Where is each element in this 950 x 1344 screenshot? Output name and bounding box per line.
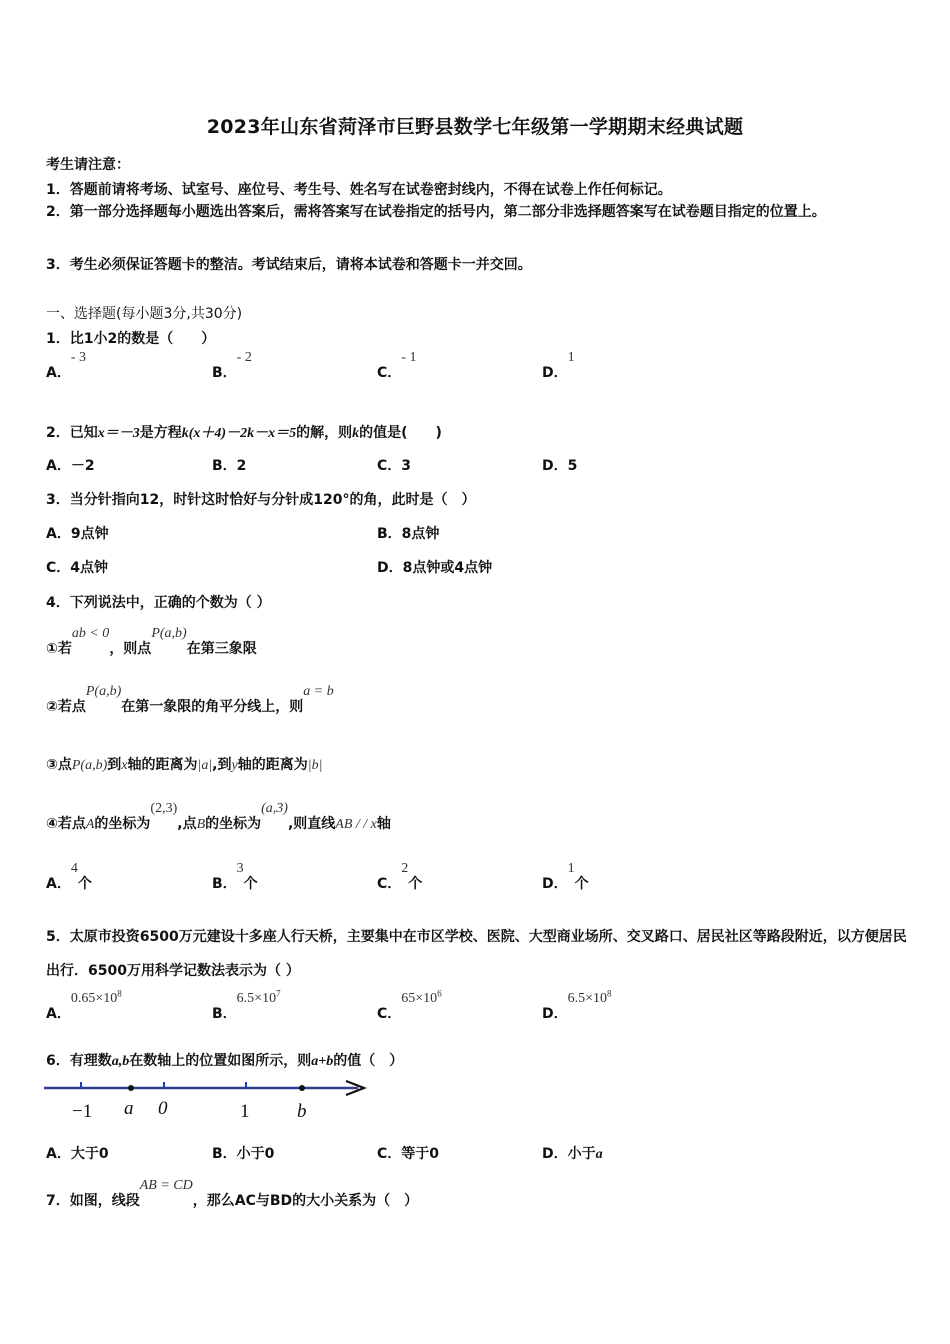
q6-option-d-var: a <box>595 1147 603 1162</box>
q5-label-b: B． <box>212 1006 237 1022</box>
q1-stem: 1．比1小2的数是（ ） <box>46 331 216 347</box>
q4-unit-a: 个 <box>77 876 92 892</box>
q2-option-b: B．2 <box>212 458 247 474</box>
q5-label-a: A． <box>46 1006 71 1022</box>
q2-option-c: C．3 <box>377 458 412 474</box>
q1-option-d <box>542 350 575 382</box>
q4-s4-math-3: B <box>196 817 206 832</box>
q4-num-c: 2 <box>401 861 409 876</box>
q4-s3-math-3: |a| <box>197 758 213 773</box>
notice-item-1: 1．答题前请将考场、试室号、座位号、考生号、姓名写在试卷密封线内，不得在试卷上作任何标记。 <box>46 182 672 198</box>
q4-statement-1 <box>46 626 257 658</box>
q4-s3-text-c: 轴的距离为 <box>127 757 198 773</box>
q4-s2-text-a: ②若点 <box>46 699 86 715</box>
q4-unit-d: 个 <box>574 876 589 892</box>
q1-label-c: C． <box>377 365 402 381</box>
q2-stem-b: 是方程 <box>139 425 182 441</box>
q5-base-d: 6.5×10 <box>567 991 608 1006</box>
q2-stem-c: 的解，则 <box>296 425 353 441</box>
axis-label-b: b <box>297 1101 307 1122</box>
q4-option-b <box>212 861 258 893</box>
q4-label-a: A． <box>46 876 71 892</box>
q4-statement-2 <box>46 684 334 716</box>
q2-option-d: D．5 <box>542 458 578 474</box>
q4-s4-text-a: ④若点 <box>46 816 86 832</box>
q4-s1-math-2: P(a,b) <box>151 626 187 641</box>
q4-s1-math-1: ab < 0 <box>71 626 110 641</box>
q4-s4-text-b: 的坐标为 <box>94 816 151 832</box>
q4-s1-text-b: ，则点 <box>109 641 152 657</box>
q4-s4-text-f: 轴 <box>376 816 391 832</box>
q6-ab: a,b <box>111 1054 130 1069</box>
q4-num-b: 3 <box>236 861 244 876</box>
point-b <box>299 1085 305 1091</box>
axis-label-neg1: −1 <box>72 1101 93 1122</box>
q7-stem-a: 7．如图，线段 <box>46 1193 140 1209</box>
q4-s4-math-4: (a,3) <box>261 801 288 816</box>
q6-option-d <box>542 1143 603 1163</box>
q2-option-a: A．－2 <box>46 458 95 474</box>
q5-base-c: 65×10 <box>401 991 438 1006</box>
q2-eq1: x＝－3 <box>97 426 140 441</box>
q4-unit-c: 个 <box>408 876 423 892</box>
notice-item-3: 3．考生必须保证答题卡的整洁。考试结束后，请将本试卷和答题卡一并交回。 <box>46 257 532 273</box>
q4-s2-math-2: a = b <box>303 684 334 699</box>
number-line-figure <box>40 1076 380 1126</box>
q5-exp-a: 8 <box>117 988 122 999</box>
q4-s3-math-2: x <box>121 758 128 773</box>
q4-unit-b: 个 <box>243 876 258 892</box>
q2-eq2: k(x＋4)－2k－x＝5 <box>181 426 297 441</box>
q4-statement-3 <box>46 754 322 774</box>
q6-stem-b: 在数轴上的位置如图所示，则 <box>129 1053 312 1069</box>
q4-s4-text-c: ,点 <box>177 816 197 832</box>
q3-option-b: B．8点钟 <box>377 526 440 542</box>
q1-value-d: 1 <box>567 350 575 365</box>
axis-label-1: 1 <box>240 1101 250 1122</box>
q5-stem: 5．太原市投资6500万元建设十多座人行天桥，主要集中在市区学校、医院、大型商业场所、交叉路口、居民社区等路段附近，以方便居民出行．6500万用科学记数法表示为（ ） <box>46 929 907 979</box>
q4-label-b: B． <box>212 876 237 892</box>
q4-s4-math-2: (2,3) <box>150 801 178 816</box>
q4-s3-math-4: y <box>231 758 238 773</box>
q3-option-a: A．9点钟 <box>46 526 109 542</box>
q5-exp-b: 7 <box>276 988 281 999</box>
q1-value-a: - 3 <box>70 350 87 365</box>
q4-label-d: D． <box>542 876 568 892</box>
q6-option-b: B．小于0 <box>212 1146 275 1162</box>
q1-label-a: A． <box>46 365 71 381</box>
page-title: 2023年山东省菏泽市巨野县数学七年级第一学期期末经典试题 <box>206 116 744 138</box>
q4-s3-math-5: |b| <box>307 758 323 773</box>
notice-heading: 考生请注意： <box>46 157 130 173</box>
q4-s4-text-d: 的坐标为 <box>205 816 262 832</box>
q5-label-d: D． <box>542 1006 568 1022</box>
q4-s3-text-e: 轴的距离为 <box>237 757 308 773</box>
q4-s3-text-a: ③点 <box>46 757 72 773</box>
q6-stem-a: 6．有理数 <box>46 1053 112 1069</box>
q5-exp-d: 8 <box>607 988 612 999</box>
q4-num-a: 4 <box>70 861 78 876</box>
q5-exp-c: 6 <box>437 988 442 999</box>
q4-s1-text-c: 在第三象限 <box>186 641 257 657</box>
q5-base-b: 6.5×10 <box>236 991 277 1006</box>
q4-option-a <box>46 861 92 893</box>
q4-s1-text-a: ①若 <box>46 641 72 657</box>
q1-option-c <box>377 350 417 382</box>
q1-label-d: D． <box>542 365 568 381</box>
q4-option-d <box>542 861 589 893</box>
point-a <box>128 1085 134 1091</box>
q5-base-a: 0.65×10 <box>70 991 118 1006</box>
q4-option-c <box>377 861 423 893</box>
q4-s3-text-b: 到 <box>107 757 122 773</box>
q6-option-a: A．大于0 <box>46 1146 109 1162</box>
q3-option-d: D．8点钟或4点钟 <box>377 560 493 576</box>
q6-stem-c: 的值（ ） <box>333 1053 404 1069</box>
q4-label-c: C． <box>377 876 402 892</box>
q4-num-d: 1 <box>567 861 575 876</box>
q1-value-c: - 1 <box>401 350 417 365</box>
q7-stem-b: ，那么AC与BD的大小关系为（ ） <box>192 1193 419 1209</box>
q2-k: k <box>352 426 360 441</box>
q6-option-d-text: D．小于 <box>542 1146 596 1162</box>
q4-statement-4 <box>46 801 391 833</box>
q6-option-c: C．等于0 <box>377 1146 440 1162</box>
q4-s2-text-b: 在第一象限的角平分线上，则 <box>121 699 304 715</box>
q4-s4-math-5: AB / / x <box>335 817 377 832</box>
q3-option-c: C．4点钟 <box>46 560 109 576</box>
section-heading: 一、选择题(每小题3分,共30分) <box>46 306 243 322</box>
q4-s4-text-e: ,则直线 <box>287 816 336 832</box>
q2-stem <box>46 422 442 442</box>
q7-eq: AB = CD <box>139 1178 193 1193</box>
q1-option-a <box>46 350 87 382</box>
q6-stem <box>46 1050 403 1070</box>
q2-stem-a: 2．已知 <box>46 425 98 441</box>
q4-s2-math-1: P(a,b) <box>85 684 122 699</box>
q6-apb: a+b <box>311 1054 334 1069</box>
q7-stem <box>46 1178 419 1210</box>
q1-value-b: - 2 <box>236 350 252 365</box>
q3-stem: 3．当分针指向12，时针这时恰好与分针成120°的角，此时是（ ） <box>46 492 476 508</box>
q4-s3-text-d: ,到 <box>212 757 232 773</box>
q4-s3-math-1: P(a,b) <box>71 758 108 773</box>
axis-label-0: 0 <box>158 1098 168 1119</box>
q4-s4-math-1: A <box>85 817 95 832</box>
notice-item-2: 2．第一部分选择题每小题选出答案后，需将答案写在试卷指定的括号内，第二部分非选择题答案写在试卷题目指定的位置上。 <box>46 204 826 220</box>
q5-label-c: C． <box>377 1006 402 1022</box>
q1-option-b <box>212 350 252 382</box>
q2-stem-d: 的值是( ) <box>359 425 442 441</box>
q1-label-b: B． <box>212 365 237 381</box>
q4-stem: 4．下列说法中，正确的个数为（ ） <box>46 595 271 611</box>
axis-label-a: a <box>124 1098 134 1119</box>
